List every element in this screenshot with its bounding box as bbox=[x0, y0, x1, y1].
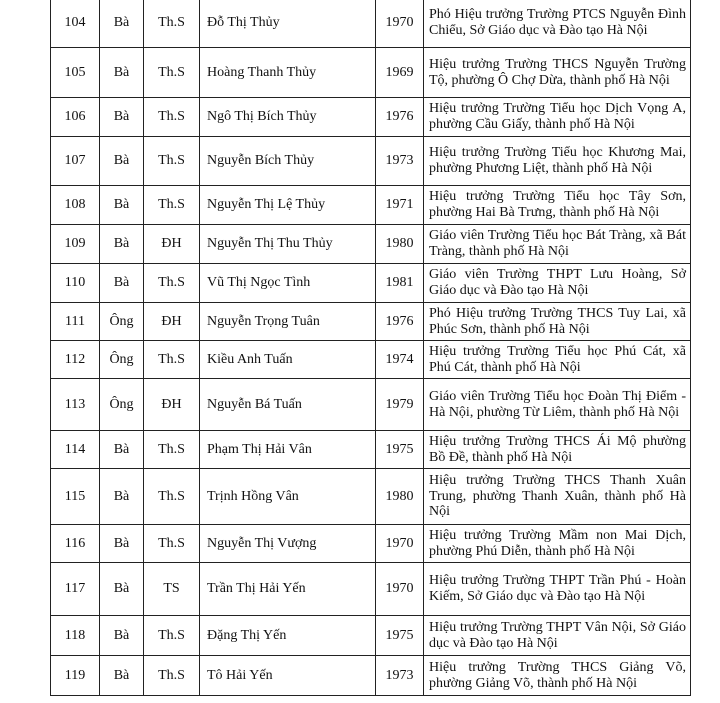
cell-birth-year: 1969 bbox=[376, 48, 424, 98]
cell-number: 117 bbox=[51, 563, 100, 616]
cell-name: Nguyễn Thị Lệ Thủy bbox=[200, 186, 376, 225]
cell-name: Nguyễn Trọng Tuân bbox=[200, 303, 376, 341]
table-row bbox=[51, 186, 691, 225]
table-row bbox=[51, 525, 691, 563]
cell-name: Trịnh Hồng Vân bbox=[200, 469, 376, 525]
cell-degree: TS bbox=[144, 563, 200, 616]
cell-position: Phó Hiệu trưởng Trường PTCS Nguyễn Đình Chiểu, Sở Giáo dục và Đào tạo Hà Nội bbox=[424, 0, 691, 48]
cell-title: Bà bbox=[100, 186, 144, 225]
cell-birth-year: 1976 bbox=[376, 303, 424, 341]
table-row bbox=[51, 469, 691, 525]
cell-name: Nguyễn Thị Vượng bbox=[200, 525, 376, 563]
cell-degree: ĐH bbox=[144, 225, 200, 264]
cell-number: 118 bbox=[51, 616, 100, 656]
cell-name: Vũ Thị Ngọc Tình bbox=[200, 264, 376, 303]
cell-name: Ngô Thị Bích Thủy bbox=[200, 98, 376, 137]
cell-title: Bà bbox=[100, 469, 144, 525]
cell-number: 111 bbox=[51, 303, 100, 341]
table-row bbox=[51, 48, 691, 98]
cell-position: Hiệu trưởng Trường Tiểu học Dịch Vọng A, phường Cầu Giấy, thành phố Hà Nội bbox=[424, 98, 691, 137]
cell-position: Hiệu trưởng Trường THCS Thanh Xuân Trung, phường Thanh Xuân, thành phố Hà Nội bbox=[424, 469, 691, 525]
table-row bbox=[51, 303, 691, 341]
cell-birth-year: 1980 bbox=[376, 225, 424, 264]
table-row bbox=[51, 656, 691, 696]
cell-birth-year: 1979 bbox=[376, 379, 424, 431]
cell-position: Hiệu trưởng Trường Tiểu học Khương Mai, phường Phương Liệt, thành phố Hà Nội bbox=[424, 137, 691, 186]
cell-birth-year: 1976 bbox=[376, 98, 424, 137]
cell-position: Phó Hiệu trưởng Trường THCS Tuy Lai, xã Phúc Sơn, thành phố Hà Nội bbox=[424, 303, 691, 341]
table-row bbox=[51, 341, 691, 379]
cell-position: Hiệu trưởng Trường THCS Giảng Võ, phường Giảng Võ, thành phố Hà Nội bbox=[424, 656, 691, 696]
cell-number: 112 bbox=[51, 341, 100, 379]
cell-name: Đỗ Thị Thủy bbox=[200, 0, 376, 48]
cell-title: Ông bbox=[100, 379, 144, 431]
cell-position: Hiệu trưởng Trường THCS Nguyễn Trường Tộ, phường Ô Chợ Dừa, thành phố Hà Nội bbox=[424, 48, 691, 98]
cell-birth-year: 1970 bbox=[376, 563, 424, 616]
cell-position: Hiệu trưởng Trường Tiểu học Phú Cát, xã Phú Cát, thành phố Hà Nội bbox=[424, 341, 691, 379]
cell-name: Nguyễn Bích Thủy bbox=[200, 137, 376, 186]
cell-degree: Th.S bbox=[144, 341, 200, 379]
cell-position: Hiệu trưởng Trường THPT Trần Phú - Hoàn Kiếm, Sở Giáo dục và Đào tạo Hà Nội bbox=[424, 563, 691, 616]
cell-name: Nguyễn Bá Tuấn bbox=[200, 379, 376, 431]
cell-number: 104 bbox=[51, 0, 100, 48]
cell-number: 109 bbox=[51, 225, 100, 264]
cell-number: 105 bbox=[51, 48, 100, 98]
cell-birth-year: 1970 bbox=[376, 0, 424, 48]
cell-title: Ông bbox=[100, 303, 144, 341]
cell-title: Bà bbox=[100, 98, 144, 137]
cell-birth-year: 1973 bbox=[376, 137, 424, 186]
cell-position: Hiệu trưởng Trường Tiểu học Tây Sơn, phường Hai Bà Trưng, thành phố Hà Nội bbox=[424, 186, 691, 225]
cell-name: Tô Hải Yến bbox=[200, 656, 376, 696]
cell-title: Bà bbox=[100, 0, 144, 48]
cell-title: Bà bbox=[100, 225, 144, 264]
cell-degree: Th.S bbox=[144, 186, 200, 225]
cell-name: Trần Thị Hải Yến bbox=[200, 563, 376, 616]
table-row bbox=[51, 0, 691, 48]
cell-number: 119 bbox=[51, 656, 100, 696]
cell-title: Bà bbox=[100, 48, 144, 98]
cell-birth-year: 1981 bbox=[376, 264, 424, 303]
cell-birth-year: 1975 bbox=[376, 431, 424, 469]
cell-title: Ông bbox=[100, 341, 144, 379]
cell-name: Nguyễn Thị Thu Thủy bbox=[200, 225, 376, 264]
cell-degree: Th.S bbox=[144, 0, 200, 48]
cell-title: Bà bbox=[100, 264, 144, 303]
cell-number: 115 bbox=[51, 469, 100, 525]
cell-title: Bà bbox=[100, 656, 144, 696]
cell-birth-year: 1973 bbox=[376, 656, 424, 696]
cell-degree: Th.S bbox=[144, 98, 200, 137]
cell-degree: Th.S bbox=[144, 431, 200, 469]
personnel-table bbox=[50, 0, 691, 696]
table-row bbox=[51, 616, 691, 656]
cell-number: 114 bbox=[51, 431, 100, 469]
cell-number: 113 bbox=[51, 379, 100, 431]
table-row bbox=[51, 264, 691, 303]
cell-degree: Th.S bbox=[144, 137, 200, 186]
cell-position: Giáo viên Trường Tiểu học Bát Tràng, xã Bát Tràng, thành phố Hà Nội bbox=[424, 225, 691, 264]
cell-degree: Th.S bbox=[144, 656, 200, 696]
table-row bbox=[51, 431, 691, 469]
table-row bbox=[51, 563, 691, 616]
cell-degree: Th.S bbox=[144, 525, 200, 563]
cell-degree: ĐH bbox=[144, 303, 200, 341]
cell-birth-year: 1980 bbox=[376, 469, 424, 525]
cell-name: Hoàng Thanh Thủy bbox=[200, 48, 376, 98]
cell-degree: Th.S bbox=[144, 264, 200, 303]
cell-number: 108 bbox=[51, 186, 100, 225]
cell-name: Phạm Thị Hải Vân bbox=[200, 431, 376, 469]
cell-number: 116 bbox=[51, 525, 100, 563]
cell-position: Hiệu trưởng Trường THCS Ái Mộ phường Bồ Đề, thành phố Hà Nội bbox=[424, 431, 691, 469]
cell-birth-year: 1971 bbox=[376, 186, 424, 225]
cell-degree: Th.S bbox=[144, 469, 200, 525]
cell-birth-year: 1970 bbox=[376, 525, 424, 563]
cell-birth-year: 1974 bbox=[376, 341, 424, 379]
table-body bbox=[51, 0, 691, 696]
cell-degree: Th.S bbox=[144, 616, 200, 656]
cell-position: Giáo viên Trường THPT Lưu Hoàng, Sở Giáo dục và Đào tạo Hà Nội bbox=[424, 264, 691, 303]
cell-position: Hiệu trưởng Trường Mầm non Mai Dịch, phường Phú Diễn, thành phố Hà Nội bbox=[424, 525, 691, 563]
cell-name: Kiều Anh Tuấn bbox=[200, 341, 376, 379]
cell-name: Đặng Thị Yến bbox=[200, 616, 376, 656]
cell-number: 107 bbox=[51, 137, 100, 186]
table-row bbox=[51, 98, 691, 137]
table-row bbox=[51, 225, 691, 264]
cell-number: 110 bbox=[51, 264, 100, 303]
cell-position: Giáo viên Trường Tiểu học Đoàn Thị Điểm - Hà Nội, phường Từ Liêm, thành phố Hà Nội bbox=[424, 379, 691, 431]
cell-title: Bà bbox=[100, 616, 144, 656]
cell-number: 106 bbox=[51, 98, 100, 137]
cell-degree: ĐH bbox=[144, 379, 200, 431]
table-row bbox=[51, 379, 691, 431]
cell-title: Bà bbox=[100, 525, 144, 563]
cell-position: Hiệu trưởng Trường THPT Vân Nội, Sở Giáo dục và Đào tạo Hà Nội bbox=[424, 616, 691, 656]
cell-degree: Th.S bbox=[144, 48, 200, 98]
cell-title: Bà bbox=[100, 431, 144, 469]
cell-title: Bà bbox=[100, 563, 144, 616]
cell-title: Bà bbox=[100, 137, 144, 186]
cell-birth-year: 1975 bbox=[376, 616, 424, 656]
table-row bbox=[51, 137, 691, 186]
